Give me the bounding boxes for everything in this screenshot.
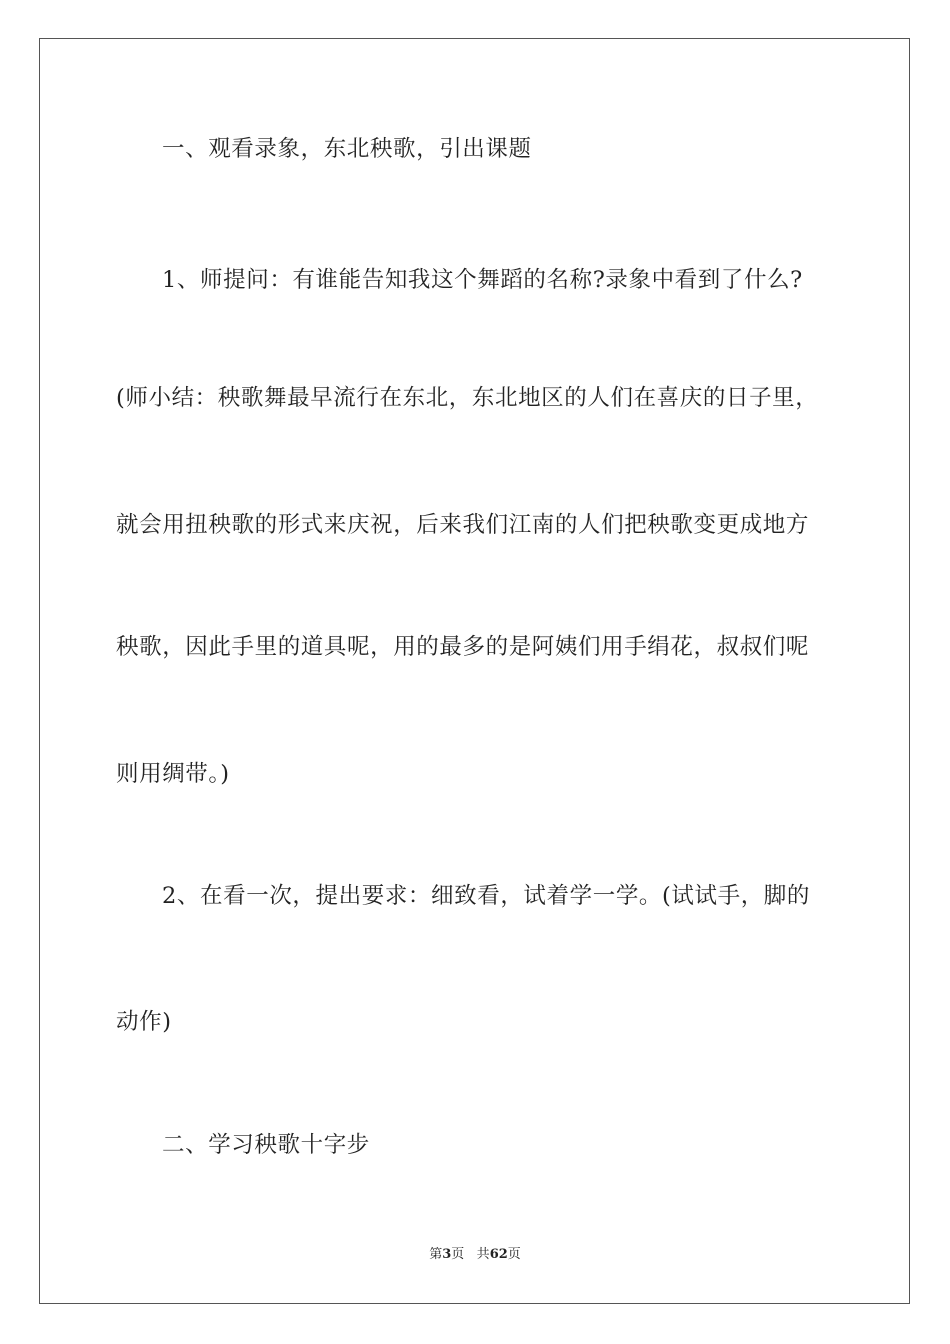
paragraph-question-2-line-1: 2、在看一次，提出要求：细致看，试着学一学。(试试手，脚的	[162, 883, 810, 909]
page-footer	[0, 1246, 950, 1264]
page-frame	[39, 38, 910, 1304]
footer-page-prefix: 第	[429, 1247, 443, 1262]
paragraph-question-1: 1、师提问：有谁能告知我这个舞蹈的名称?录象中看到了什么?	[162, 267, 803, 293]
footer-page-suffix: 页	[451, 1247, 465, 1262]
footer-total-prefix: 共	[476, 1247, 490, 1262]
paragraph-summary-line-4: 则用绸带。)	[116, 761, 230, 787]
heading-section-2: 二、学习秧歌十字步	[162, 1132, 370, 1158]
footer-total-suffix: 页	[507, 1247, 521, 1262]
paragraph-summary-line-3: 秧歌，因此手里的道具呢，用的最多的是阿姨们用手绢花，叔叔们呢	[116, 634, 810, 660]
footer-total-pages: 62	[489, 1247, 508, 1262]
paragraph-summary-line-2: 就会用扭秧歌的形式来庆祝，后来我们江南的人们把秧歌变更成地方	[116, 512, 810, 538]
footer-page-number: 3	[442, 1247, 452, 1262]
paragraph-question-2-line-2: 动作)	[116, 1009, 172, 1035]
paragraph-summary-line-1: (师小结：秧歌舞最早流行在东北，东北地区的人们在喜庆的日子里，	[116, 385, 819, 411]
heading-section-1: 一、观看录象，东北秧歌，引出课题	[162, 136, 532, 162]
